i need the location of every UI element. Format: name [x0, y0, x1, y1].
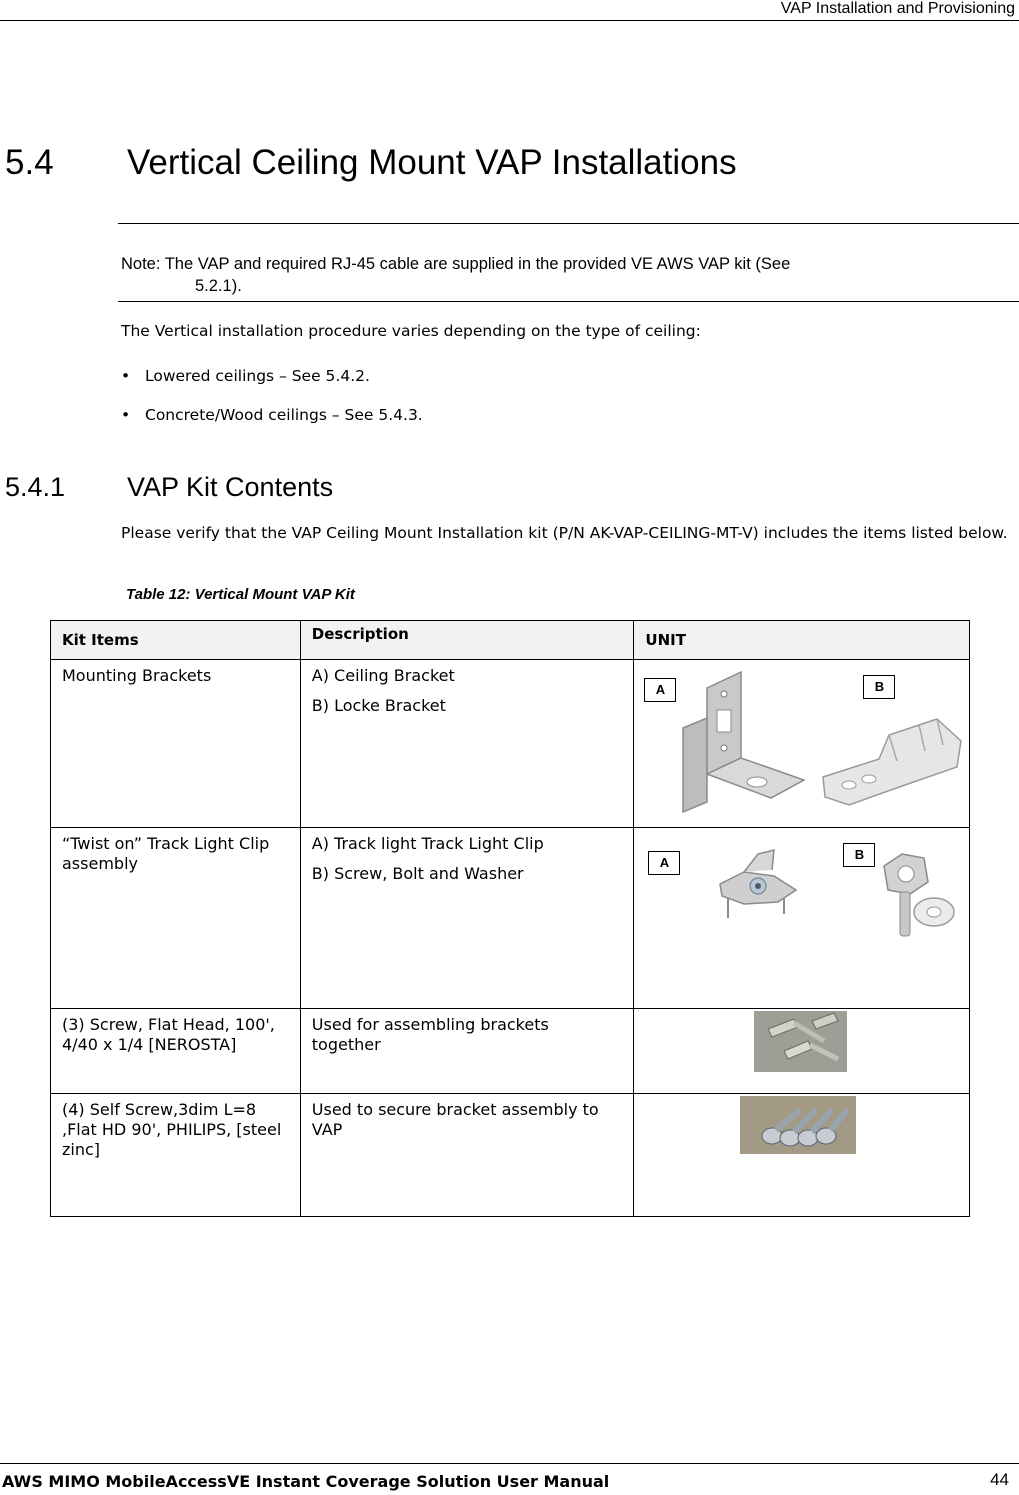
bullet-dot: • [121, 406, 131, 424]
section-heading [5, 143, 737, 183]
bullet-item [121, 406, 423, 424]
label-b-tag: B [863, 675, 895, 699]
section-number: 5.4 [5, 143, 54, 182]
bullet-dot: • [121, 367, 131, 385]
kit-item-cell [51, 1009, 301, 1094]
table-row [51, 1094, 970, 1217]
label-b-tag: B [843, 843, 875, 867]
page-number: 44 [990, 1470, 1009, 1489]
section-title: Vertical Ceiling Mount VAP Installations [127, 143, 737, 182]
description-line: A) Ceiling Bracket [311, 666, 455, 685]
description-cell [300, 660, 634, 828]
description-cell [300, 1009, 634, 1094]
kit-item-text: (3) Screw, Flat Head, 100', 4/40 x 1/4 [NEROSTA] [62, 1015, 275, 1054]
label-a-tag: A [648, 851, 680, 875]
note-line-2: 5.2.1). [195, 277, 242, 295]
screw-bolt-washer-image [874, 848, 959, 943]
subsection-number: 5.4.1 [5, 472, 66, 502]
unit-cell [634, 1094, 970, 1217]
table-header-row [51, 621, 970, 660]
ceiling-type-paragraph: The Vertical installation procedure varies depending on the type of ceiling: [121, 322, 701, 340]
track-light-clip-image [714, 846, 804, 926]
note-line-1: Note: The VAP and required RJ-45 cable are supplied in the provided VE AWS VAP kit (See [121, 255, 791, 273]
note-rule-top [118, 223, 1019, 224]
flat-head-screws-image [754, 1011, 847, 1072]
kit-item-text: “Twist on” Track Light Clip assembly [62, 834, 270, 873]
unit-cell [634, 660, 970, 828]
table-caption: Table 12: Vertical Mount VAP Kit [126, 586, 355, 603]
kit-item-cell [51, 1094, 301, 1217]
bullet-item [121, 367, 370, 385]
kit-item-cell [51, 660, 301, 828]
note-box [121, 253, 1001, 297]
table-row [51, 1009, 970, 1094]
locke-bracket-image [819, 715, 964, 810]
running-header: VAP Installation and Provisioning [780, 0, 1015, 17]
footer-manual-title: AWS MIMO MobileAccessVE Instant Coverage Solution User Manual [2, 1472, 610, 1491]
kit-item-text: (4) Self Screw,3dim L=8 ,Flat HD 90', PHILIPS, [steel zinc] [62, 1100, 282, 1159]
table-row [51, 828, 970, 1009]
kit-item-text: Mounting Brackets [62, 666, 212, 685]
header-kit-items: Kit Items [51, 621, 301, 660]
unit-cell [634, 1009, 970, 1094]
subsection-title: VAP Kit Contents [127, 472, 334, 502]
header-rule [0, 20, 1019, 21]
description-line: A) Track light Track Light Clip [311, 834, 544, 853]
ceiling-bracket-image [679, 670, 809, 820]
bullet-text: Concrete/Wood ceilings – See 5.4.3. [145, 406, 423, 424]
header-description: Description [300, 621, 634, 660]
description-cell [300, 1094, 634, 1217]
kit-item-cell [51, 828, 301, 1009]
bullet-text: Lowered ceilings – See 5.4.2. [145, 367, 370, 385]
description-line: Used to secure bracket assembly to VAP [311, 1100, 599, 1139]
description-line: B) Screw, Bolt and Washer [311, 864, 524, 883]
unit-cell [634, 828, 970, 1009]
kit-paragraph: Please verify that the VAP Ceiling Mount Installation kit (P/N AK-VAP-CEILING-MT-V) includes the items listed below. [121, 524, 1008, 542]
label-a-tag: A [644, 678, 676, 702]
footer-rule [0, 1463, 1019, 1464]
description-line: Used for assembling brackets together [311, 1015, 549, 1054]
table-row [51, 660, 970, 828]
header-unit: UNIT [634, 621, 970, 660]
kit-table [50, 620, 970, 1217]
note-rule-bottom [118, 301, 1019, 302]
description-cell [300, 828, 634, 1009]
description-line: B) Locke Bracket [311, 696, 446, 715]
self-screws-image [740, 1096, 856, 1154]
subsection-heading [5, 472, 333, 503]
